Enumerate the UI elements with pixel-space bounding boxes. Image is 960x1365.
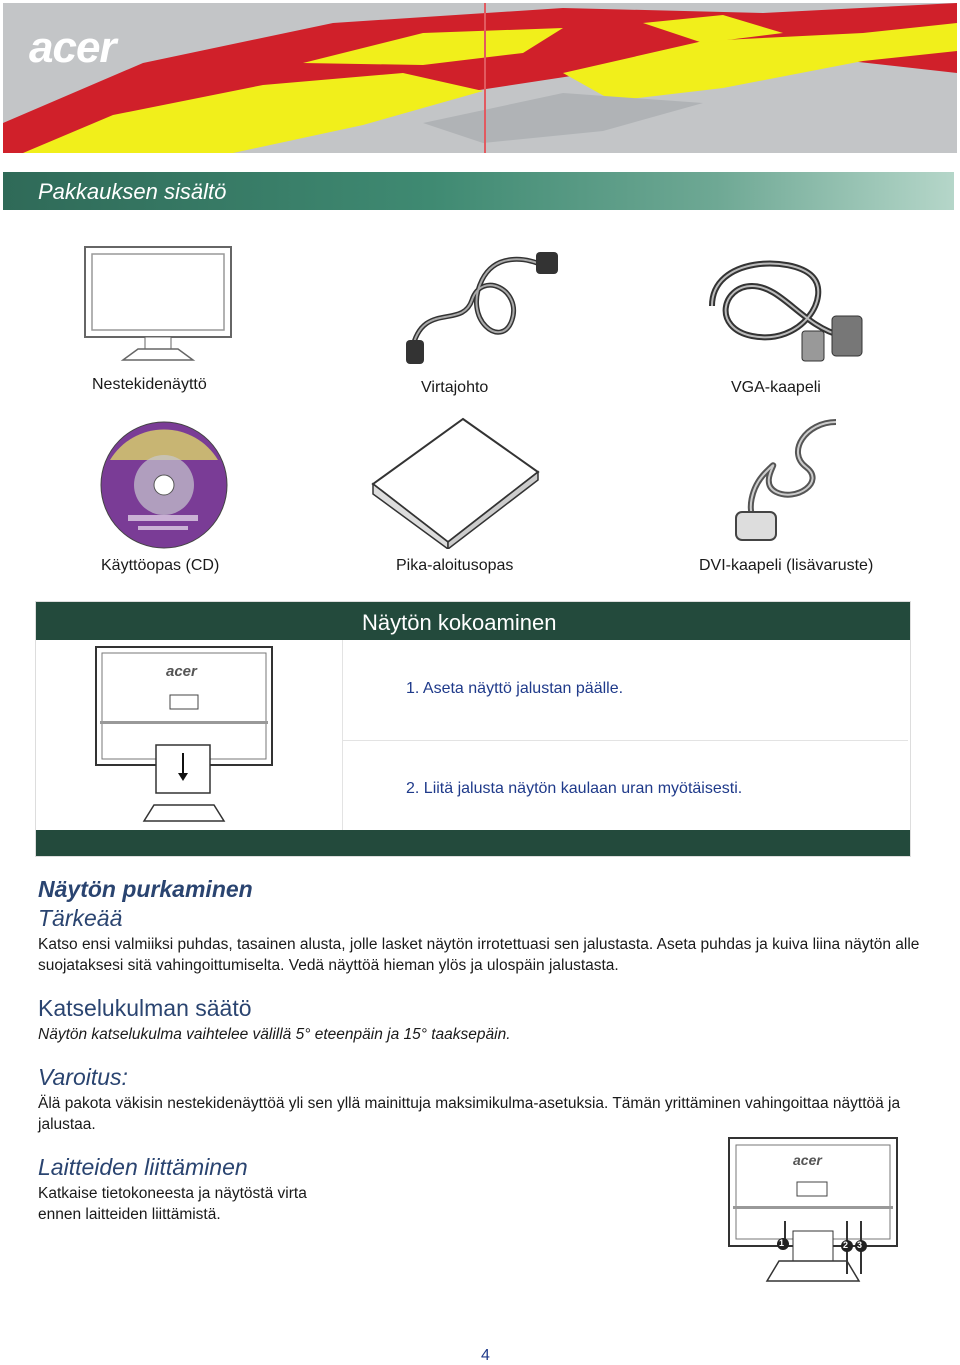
assembly-panel <box>35 601 911 857</box>
item-caption: Pika-aloitusopas <box>396 557 514 574</box>
section-title: Katselukulman säätö <box>38 995 252 1021</box>
monitor-logo: acer <box>793 1152 822 1168</box>
assembly-step: 1. Aseta näyttö jalustan päälle. <box>406 680 624 697</box>
section-title: Laitteiden liittäminen <box>38 1154 248 1180</box>
item-caption: DVI-kaapeli (lisävaruste) <box>699 557 874 574</box>
assembly-title: Näytön kokoaminen <box>362 610 557 635</box>
assembly-step: 2. Liitä jalusta näytön kaulaan uran myötäisesti. <box>406 780 743 797</box>
item-caption: Käyttöopas (CD) <box>101 557 220 574</box>
paragraph <box>38 1183 307 1225</box>
item-caption: Virtajohto <box>421 379 489 396</box>
section-header-package <box>3 172 954 210</box>
quick-guide-icon <box>368 414 543 554</box>
section-title: Pakkauksen sisältö <box>38 179 227 204</box>
vga-cable-icon <box>692 236 872 381</box>
port-label: 2 <box>843 1240 849 1250</box>
warning-title: Varoitus: <box>38 1064 128 1090</box>
paragraph-line: Katkaise tietokoneesta ja näytöstä virta <box>38 1185 307 1202</box>
header-banner <box>3 3 957 153</box>
divider <box>342 640 343 832</box>
cd-icon <box>98 420 230 555</box>
item-caption: Nestekidenäyttö <box>92 376 207 393</box>
connection-diagram <box>727 1136 899 1291</box>
assembly-header <box>36 602 910 640</box>
brand-logo: acer <box>29 23 116 72</box>
assembly-footer <box>36 830 910 856</box>
power-cord-icon <box>402 240 562 375</box>
port-label: 1 <box>779 1238 785 1248</box>
paragraph-line: ennen laitteiden liittämistä. <box>38 1206 221 1223</box>
paragraph: Näytön katselukulma vaihtelee välillä 5° eteenpäin ja 15° taaksepäin. <box>38 1026 511 1043</box>
divider <box>342 740 908 741</box>
page-number: 4 <box>481 1347 490 1364</box>
section-subtitle: Tärkeää <box>38 905 123 931</box>
dvi-cable-icon <box>726 412 846 552</box>
paragraph: Älä pakota väkisin nestekidenäyttöä yli sen yllä mainittuja maksimikulma-asetuksia. Tämän yrittäminen vahingoittaa näyttöä ja jalustaa. <box>38 1095 901 1133</box>
section-title: Näytön purkaminen <box>38 876 253 902</box>
banner-graphic <box>3 3 957 153</box>
lcd-monitor-icon <box>83 245 233 370</box>
paragraph: Katso ensi valmiiksi puhdas, tasainen alusta, jolle lasket näytön irrotettuasi sen jalustasta. Aseta puhdas ja kuiva liina näytön alle suojataksesi sitä vahingoittumiselta. Vedä näyttöä hieman ylös ja ulospäin jalustasta. <box>38 936 920 974</box>
port-label: 3 <box>857 1240 863 1250</box>
monitor-logo: acer <box>166 663 197 680</box>
item-caption: VGA-kaapeli <box>731 379 821 396</box>
